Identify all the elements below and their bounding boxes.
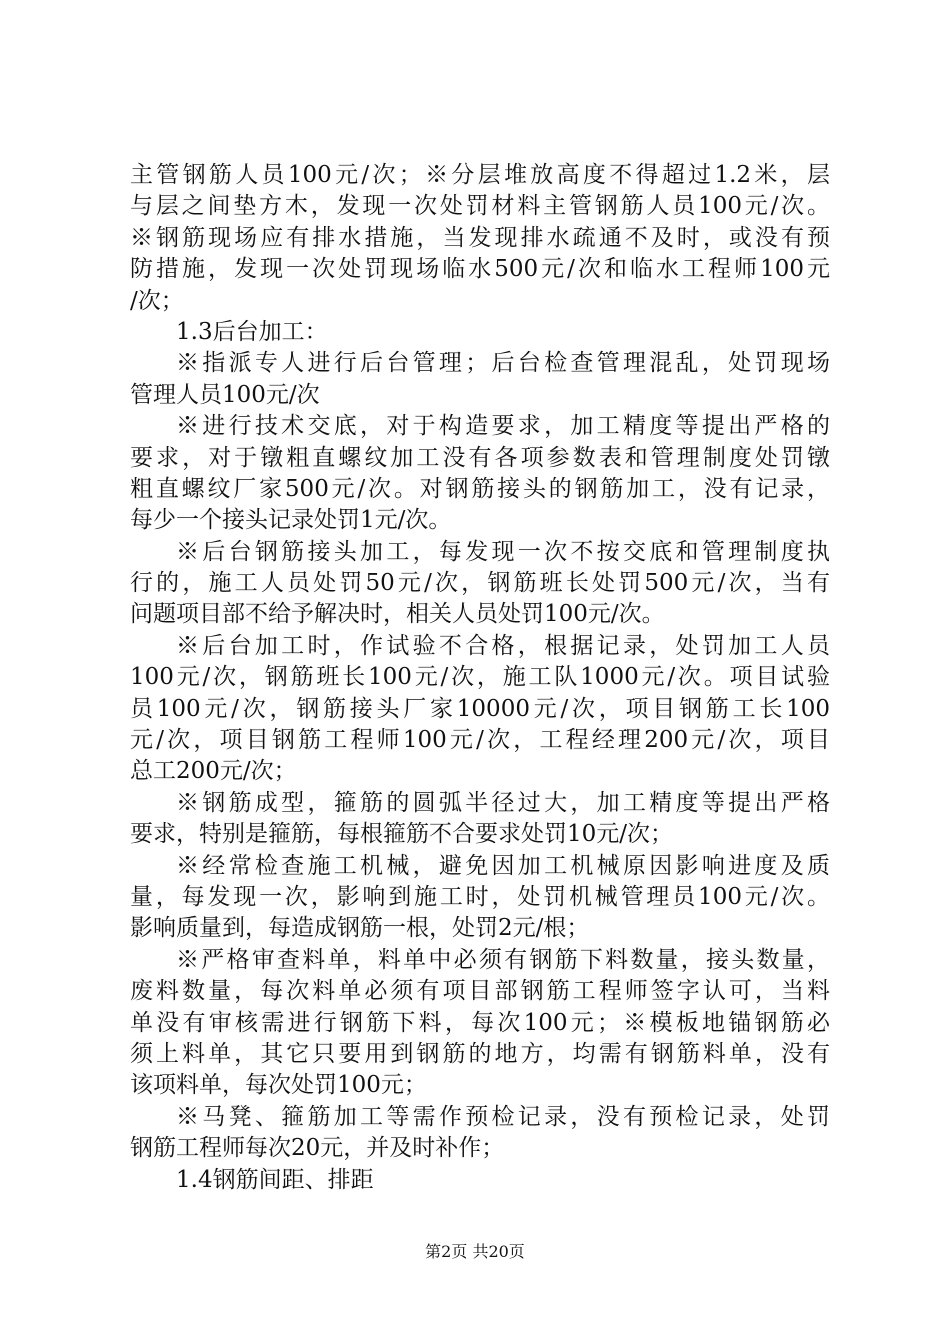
text-line: 影响质量到，每造成钢筋一根，处罚2元/根； — [130, 915, 590, 942]
text-line: 每少一个接头记录处罚1元/次。 — [130, 507, 452, 534]
text-line: 须上料单，其它只要用到钢筋的地方，均需有钢筋料单，没有 — [130, 1040, 830, 1067]
text-line: 元/次，项目钢筋工程师100元/次，工程经理200元/次，项目 — [130, 727, 830, 754]
text-line: 问题项目部不给予解决时，相关人员处罚100元/次。 — [130, 601, 665, 628]
text-line: 钢筋工程师每次20元，并及时补作； — [130, 1135, 505, 1162]
text-line: 该项料单，每次处罚100元； — [130, 1072, 427, 1099]
page-footer — [0, 1241, 950, 1263]
text-line: 总工200元/次； — [130, 758, 297, 785]
text-line: 员100元/次，钢筋接头厂家10000元/次，项目钢筋工长100 — [130, 695, 830, 722]
text-line: ※后台加工时，作试验不合格，根据记录，处罚加工人员 — [176, 632, 830, 659]
page-number-label: 第2页 共20页 — [425, 1242, 525, 1261]
text-line: 1.3后台加工： — [176, 318, 328, 345]
text-line: 防措施，发现一次处罚现场临水500元/次和临水工程师100元 — [130, 256, 830, 283]
text-line: ※进行技术交底，对于构造要求，加工精度等提出严格的 — [176, 413, 830, 440]
text-line: ※指派专人进行后台管理；后台检查管理混乱，处罚现场 — [176, 350, 830, 377]
text-line: 100元/次，钢筋班长100元/次，施工队1000元/次。项目试验 — [130, 664, 830, 691]
text-line: 行的，施工人员处罚50元/次，钢筋班长处罚500元/次，当有 — [130, 570, 830, 597]
text-line: ※严格审查料单，料单中必须有钢筋下料数量，接头数量， — [176, 946, 830, 973]
text-line: 管理人员100元/次 — [130, 381, 320, 408]
text-line: 主管钢筋人员100元/次；※分层堆放高度不得超过1.2米，层 — [130, 162, 830, 188]
text-line: 要求，对于镦粗直螺纹加工没有各项参数表和管理制度处罚镦 — [130, 444, 830, 471]
text-line: 量，每发现一次，影响到施工时，处罚机械管理员100元/次。 — [130, 883, 830, 910]
document-body — [130, 160, 830, 1196]
text-line: ※钢筋现场应有排水措施，当发现排水疏通不及时，或没有预 — [130, 224, 830, 251]
text-line: /次； — [130, 287, 184, 314]
text-line: 单没有审核需进行钢筋下料，每次100元；※模板地锚钢筋必 — [130, 1009, 830, 1036]
text-line: ※经常检查施工机械，避免因加工机械原因影响进度及质 — [176, 852, 830, 879]
text-line: 与层之间垫方木，发现一次处罚材料主管钢筋人员100元/次。 — [130, 193, 830, 220]
text-line: ※后台钢筋接头加工，每发现一次不按交底和管理制度执 — [176, 538, 830, 565]
text-line: ※钢筋成型，箍筋的圆弧半径过大，加工精度等提出严格 — [176, 789, 830, 816]
text-line: 废料数量，每次料单必须有项目部钢筋工程师签字认可，当料 — [130, 978, 830, 1005]
text-line: 1.4钢筋间距、排距 — [176, 1166, 374, 1193]
text-line: 粗直螺纹厂家500元/次。对钢筋接头的钢筋加工，没有记录， — [130, 475, 830, 502]
text-line: ※马凳、箍筋加工等需作预检记录，没有预检记录，处罚 — [176, 1103, 830, 1130]
text-line: 要求，特别是箍筋，每根箍筋不合要求处罚10元/次； — [130, 821, 674, 848]
